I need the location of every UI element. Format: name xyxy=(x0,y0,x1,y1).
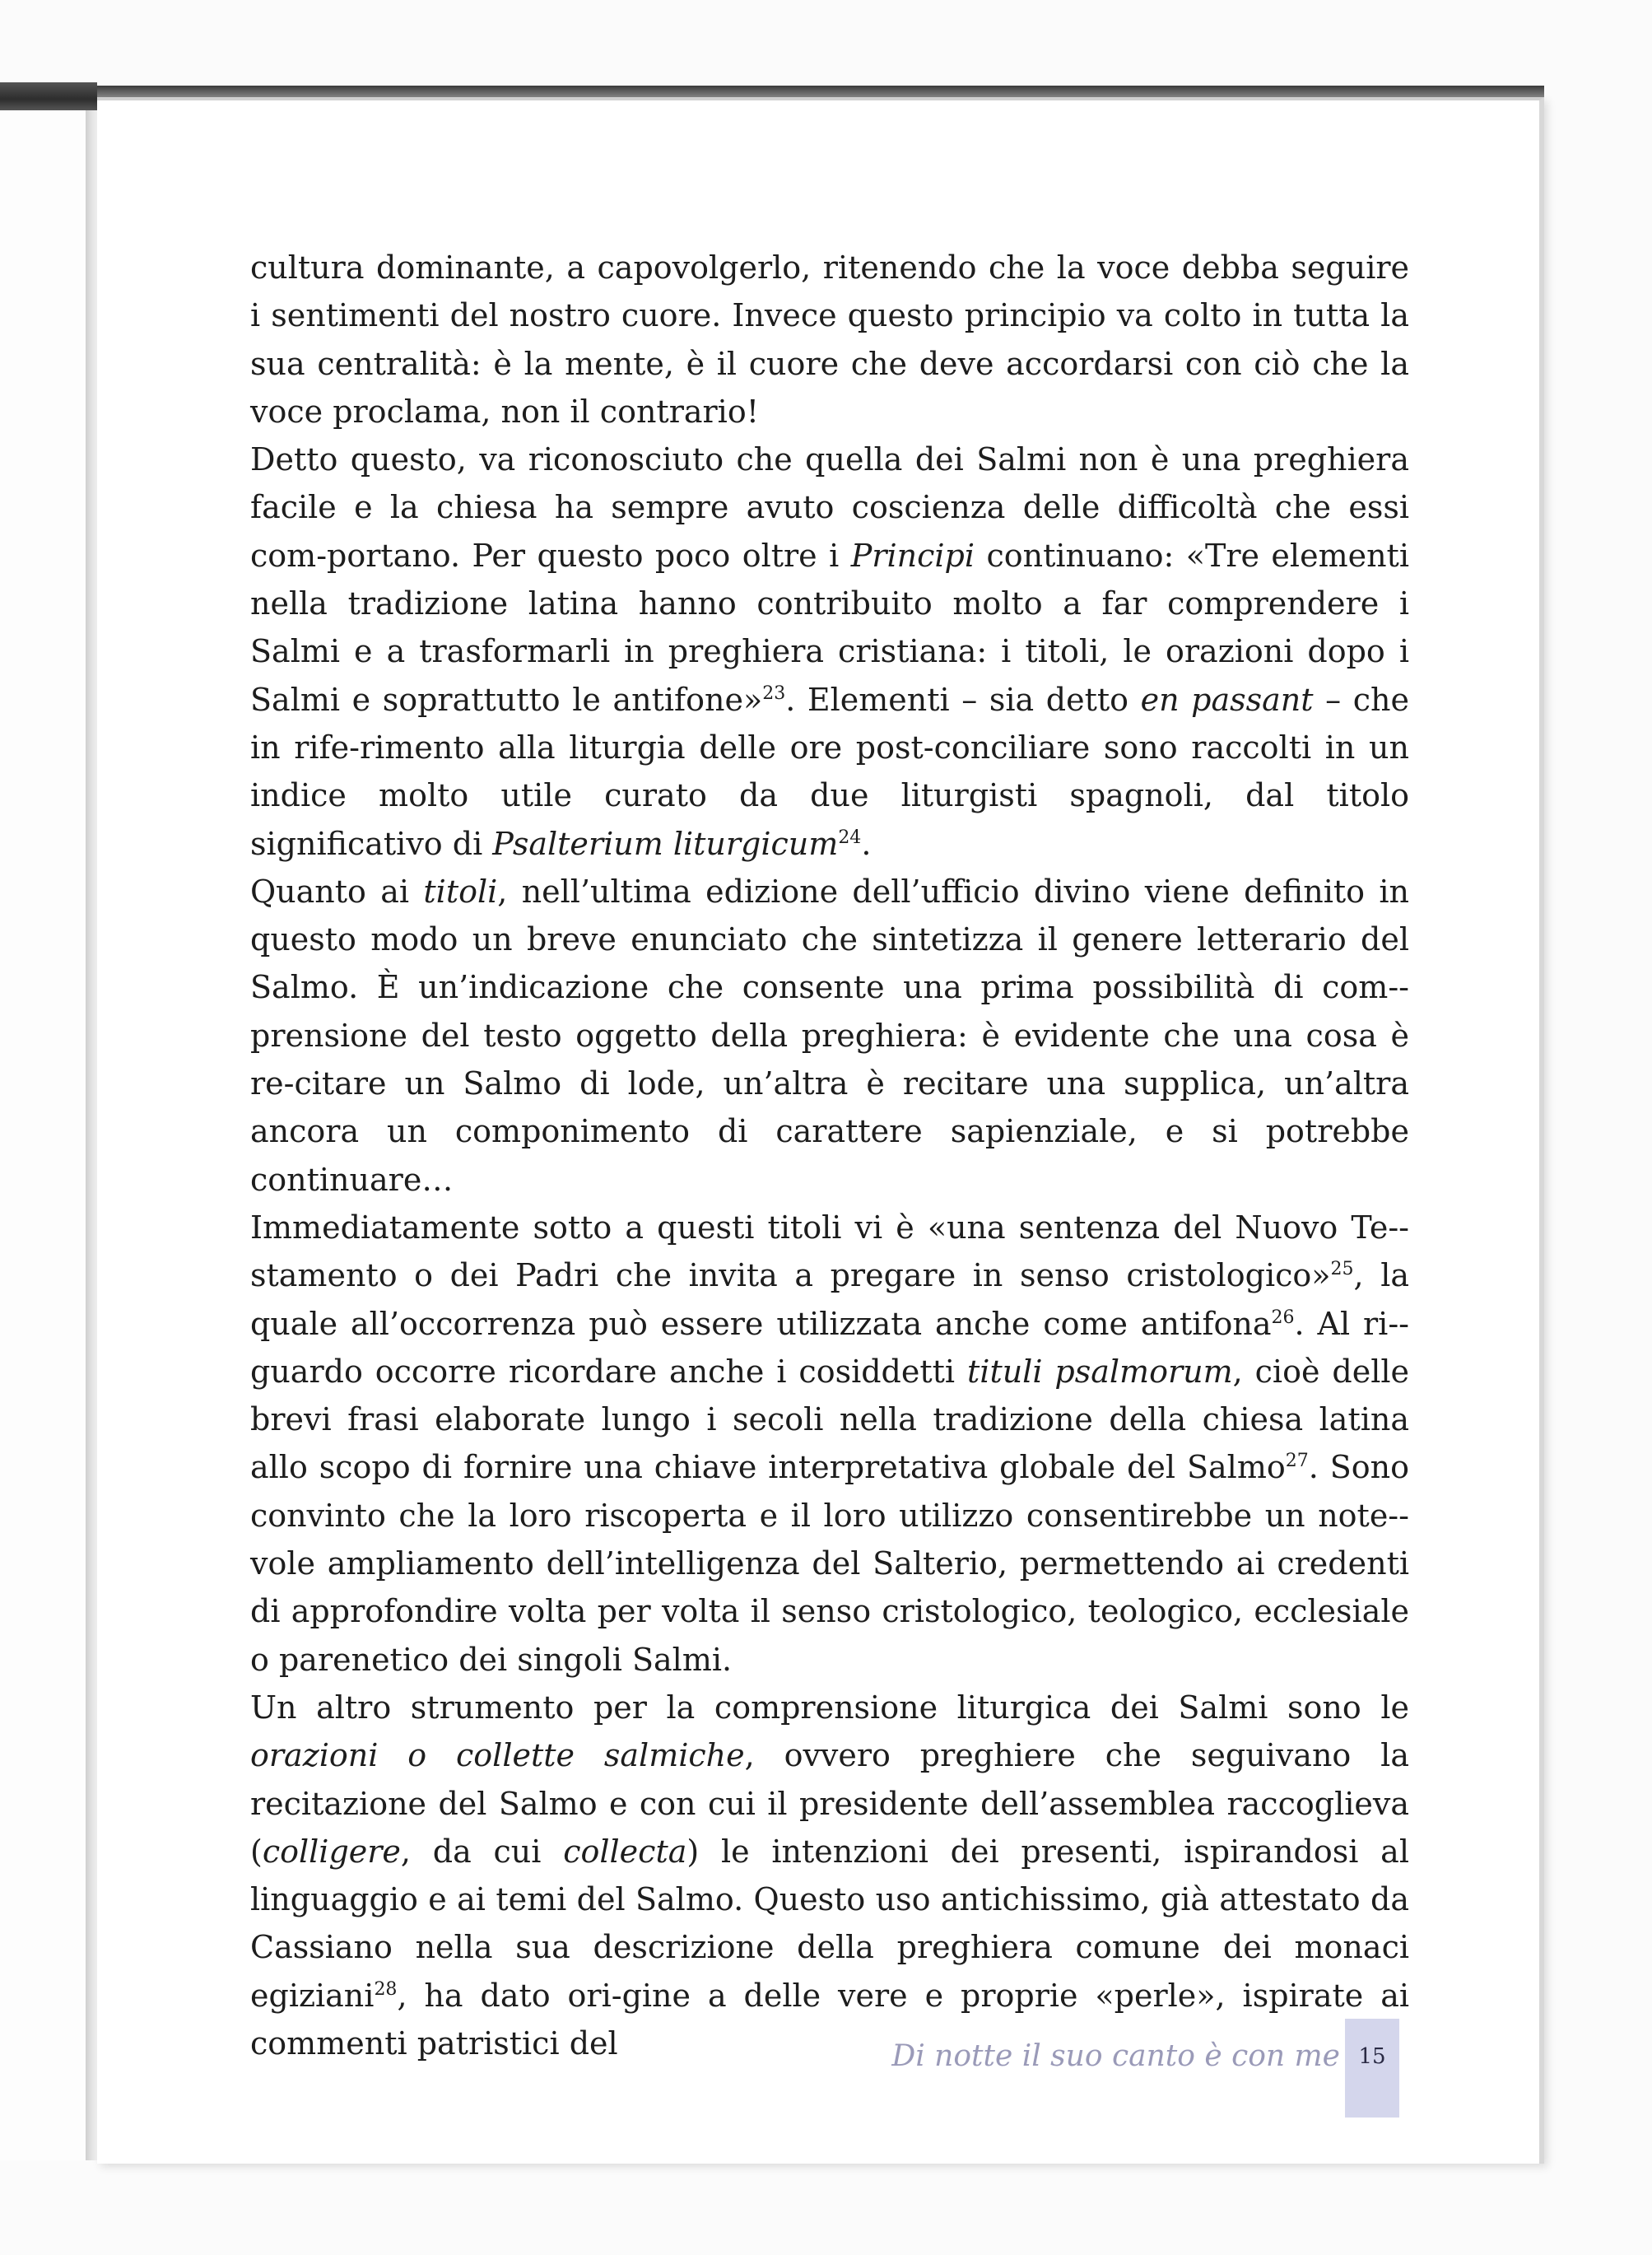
text-run: . xyxy=(861,825,872,862)
footnote-ref-24: 24 xyxy=(838,827,862,848)
page-body-text xyxy=(250,244,1409,2067)
text-run: Quanto ai xyxy=(250,873,424,910)
paragraph-1 xyxy=(250,244,1409,436)
text-run: ) le intenzioni dei presenti, ispirandosi al linguaggio e ai temi del Salmo. Questo uso antichissimo, già attestato da Cassiano nella sua descrizione della preghiera comune dei monaci egiziani xyxy=(250,1833,1409,2014)
paragraph-2 xyxy=(250,436,1409,868)
text-run: – che in rife-rimento alla liturgia delle ore post-conciliare sono raccolti in un indice molto utile curato da due liturgisti spagnoli, dal titolo significativo di xyxy=(250,681,1409,862)
italic-term-psalterium: Psalterium liturgicum xyxy=(492,825,839,862)
text-run: Un altro strumento per la comprensione liturgica dei Salmi sono le xyxy=(250,1689,1409,1726)
italic-term-principi: Principi xyxy=(850,537,975,574)
paragraph-3 xyxy=(250,868,1409,1204)
footnote-ref-25: 25 xyxy=(1330,1259,1354,1280)
text-run: , la quale all’occorrenza può essere utilizzata anche come antifona xyxy=(250,1257,1409,1342)
page-gutter xyxy=(86,110,97,2160)
text-run: . Elementi – sia detto xyxy=(785,681,1141,718)
text-run: . Sono convinto che la loro riscoperta e il loro utilizzo consentirebbe un note-vole ampliamento dell’intelligenza del Salterio, permettendo ai credenti di approfondire volta per volta il senso cristologico, teologico, ecclesiale o parenetico dei singoli Salmi. xyxy=(250,1449,1410,1678)
italic-term-collecta: collecta xyxy=(563,1833,687,1870)
italic-term-orazioni: orazioni o collette salmiche xyxy=(250,1737,745,1774)
italic-term-colligere: colligere xyxy=(262,1833,401,1870)
text-run: . Al ri-guardo occorre ricordare anche i cosiddetti xyxy=(250,1305,1410,1390)
text-run: , cioè delle brevi frasi elaborate lungo i secoli nella tradizione della chiesa latina allo scopo di fornire una chiave interpretativa globale del Salmo xyxy=(250,1353,1409,1486)
footnote-ref-27: 27 xyxy=(1285,1451,1309,1472)
text-run: cultura dominante, a capovolgerlo, ritenendo che la voce debba seguire i sentimenti del nostro cuore. Invece questo principio va colto in tutta la sua centralità: è la mente, è il cuore che deve accordarsi con ciò che la voce proclama, non il contrario! xyxy=(250,249,1409,430)
text-run: continuano: «Tre elementi nella tradizione latina hanno contribuito molto a far comprendere i Salmi e a trasformarli in preghiera cristiana: i titoli, le orazioni dopo i Salmi e soprattutto le antifone» xyxy=(250,537,1409,718)
paragraph-4 xyxy=(250,1204,1409,1684)
italic-term-tituli-psalmorum: tituli psalmorum xyxy=(967,1353,1233,1390)
text-run: Detto questo, va riconosciuto che quella dei Salmi non è una preghiera facile e la chiesa ha sempre avuto coscienza delle difficoltà che essi com-portano. Per questo poco oltre i xyxy=(250,441,1409,574)
footnote-ref-28: 28 xyxy=(374,1978,398,2000)
running-footer-title: Di notte il suo canto è con me xyxy=(891,2039,1340,2073)
text-run: , ovvero preghiere che seguivano la recitazione del Salmo e con cui il presidente dell’assemblea raccoglieva ( xyxy=(250,1737,1409,1870)
page-number: 15 xyxy=(1358,2044,1386,2069)
paragraph-5 xyxy=(250,1684,1409,2067)
text-run: , ha dato ori-gine a delle vere e proprie «perle», ispirate ai commenti patristici del xyxy=(250,1977,1409,2062)
binding-shadow xyxy=(0,82,97,110)
text-run: , nell’ultima edizione dell’ufficio divino viene definito in questo modo un breve enunciato che sintetizza il genere letterario del Salmo. È un’indicazione che consente una prima possibilità di com-prensione del testo oggetto della preghiera: è evidente che una cosa è re-citare un Salmo di lode, un’altra è recitare una supplica, un’altra ancora un componimento di carattere sapienziale, e si potrebbe continuare… xyxy=(250,873,1410,1198)
footnote-ref-23: 23 xyxy=(762,683,786,704)
italic-term-titoli: titoli xyxy=(423,873,498,910)
facing-page-edge xyxy=(0,110,87,2160)
italic-term-en-passant: en passant xyxy=(1140,681,1314,718)
text-run: Immediatamente sotto a questi titoli vi è «una sentenza del Nuovo Te-stamento o dei Padri che invita a pregare in senso cristologico» xyxy=(250,1209,1409,1294)
text-run: , da cui xyxy=(400,1833,564,1870)
footnote-ref-26: 26 xyxy=(1271,1307,1295,1328)
